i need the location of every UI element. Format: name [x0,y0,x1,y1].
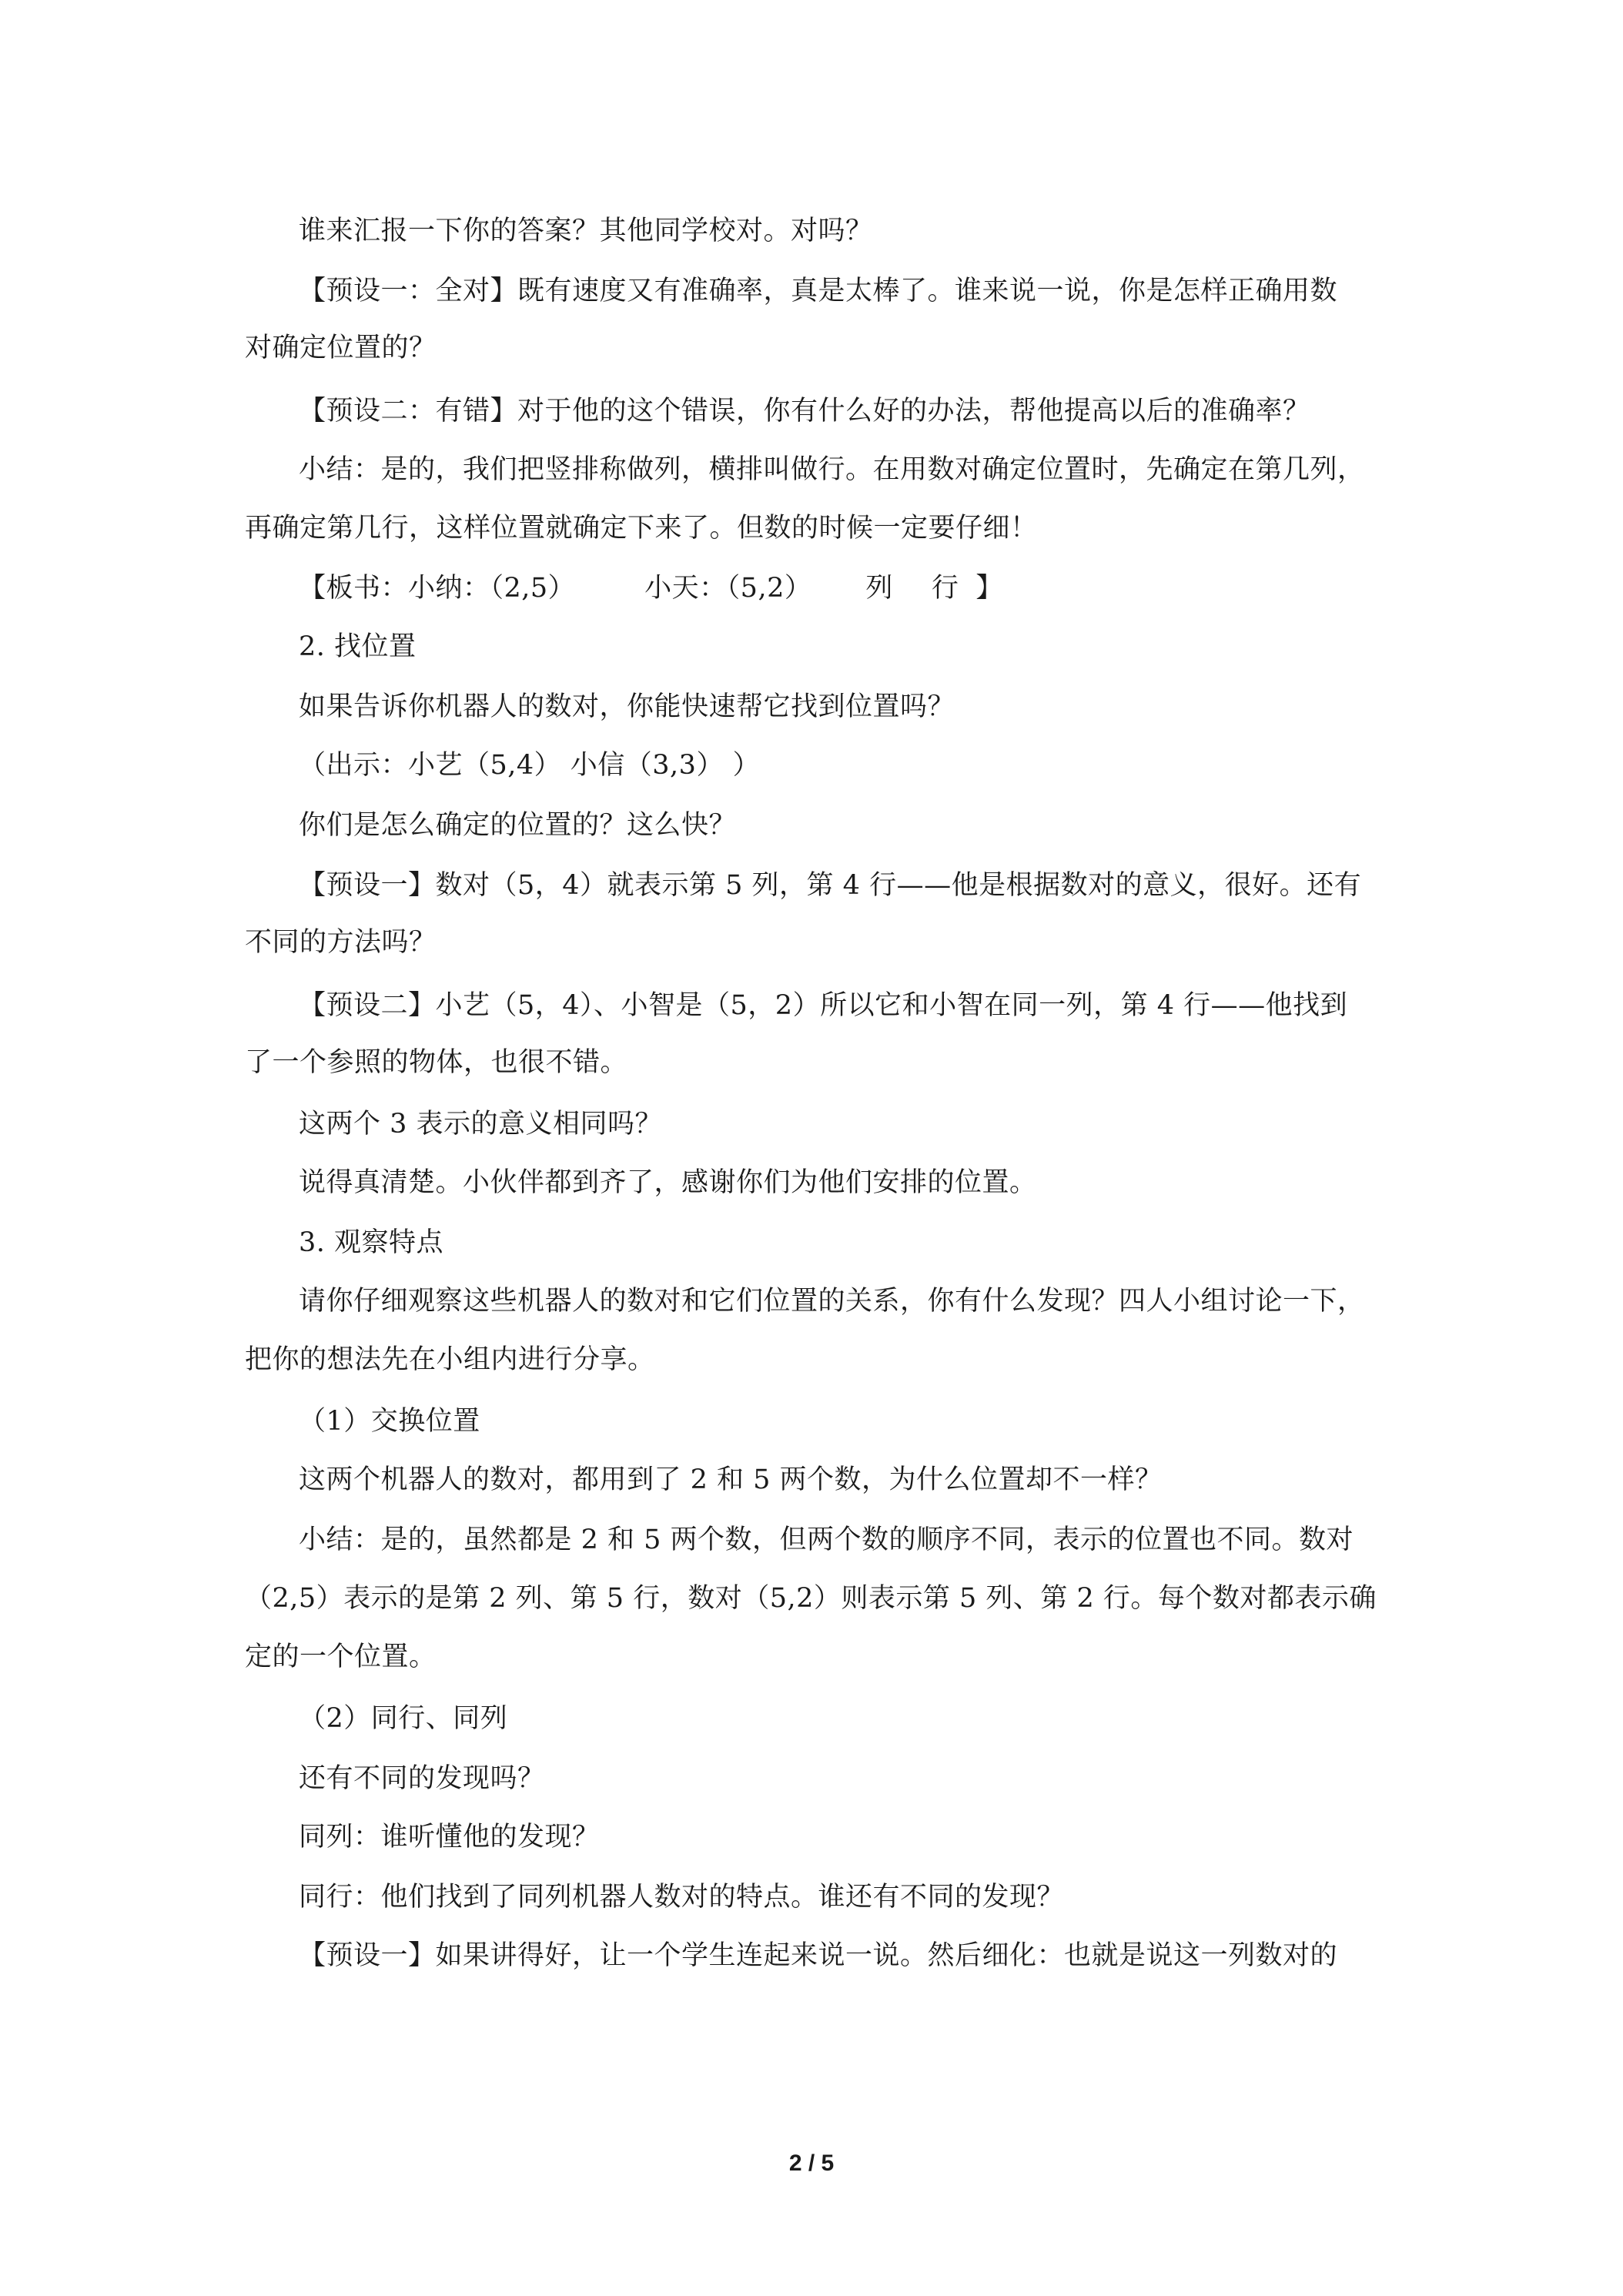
paragraph-line: （出示：小艺（5,4） 小信（3,3） ） [299,750,761,781]
paragraph-line: 如果告诉你机器人的数对，你能快速帮它找到位置吗？ [299,691,955,722]
board-item-column: 列 [865,573,893,604]
page-number: 2 / 5 [788,2150,835,2176]
board-item-row: 行 [931,573,959,604]
subsection-heading: （1）交换位置 [299,1406,480,1437]
paragraph-line: 同行：他们找到了同列机器人数对的特点。谁还有不同的发现？ [299,1882,1065,1913]
subsection-heading: （2）同行、同列 [299,1703,508,1734]
section-heading: 3. 观察特点 [299,1227,444,1258]
paragraph-line: 【预设二】小艺（5，4）、小智是（5，2）所以它和小智在同一列，第 4 行——他找到 [299,990,1348,1021]
paragraph-line: 对确定位置的？ [245,333,437,363]
paragraph-line: 同列：谁听懂他的发现？ [299,1822,600,1853]
paragraph-line: 了一个参照的物体，也很不错。 [245,1047,628,1078]
paragraph-line: 这两个机器人的数对，都用到了 2 和 5 两个数，为什么位置却不一样？ [299,1464,1163,1495]
board-notes [299,571,1003,605]
paragraph-line: 小结：是的，虽然都是 2 和 5 两个数，但两个数的顺序不同，表示的位置也不同。数对 [299,1525,1354,1555]
section-heading: 2. 找位置 [299,631,417,662]
paragraph-line: 还有不同的发现吗？ [299,1763,545,1794]
paragraph-line: 定的一个位置。 [245,1642,437,1672]
paragraph-line: 【预设一】数对（5，4）就表示第 5 列，第 4 行——他是根据数对的意义，很好。还有 [299,870,1362,901]
paragraph-line: 说得真清楚。小伙伴都到齐了，感谢你们为他们安排的位置。 [299,1167,1037,1198]
paragraph-line: 这两个 3 表示的意义相同吗？ [299,1109,663,1140]
paragraph-line: 请你仔细观察这些机器人的数对和它们位置的关系，你有什么发现？四人小组讨论一下， [299,1286,1365,1317]
paragraph-line: 【预设一】如果讲得好，让一个学生连起来说一说。然后细化：也就是说这一列数对的 [299,1940,1338,1971]
board-item-xiaona: 【板书：小纳：（2,5） [299,573,576,604]
paragraph-line: 把你的想法先在小组内进行分享。 [245,1344,655,1375]
paragraph-line: 【预设二：有错】对于他的这个错误，你有什么好的办法，帮他提高以后的准确率？ [299,396,1310,427]
paragraph-line: 【预设一：全对】既有速度又有准确率，真是太棒了。谁来说一说，你是怎样正确用数 [299,276,1338,306]
paragraph-line: 你们是怎么确定的位置的？这么快？ [299,810,737,841]
board-item-xiaotian: 小天：（5,2） [644,573,812,604]
board-close-bracket: 】 [975,573,1003,604]
paragraph-line: 谁来汇报一下你的答案？其他同学校对。对吗？ [299,216,873,246]
paragraph-line: （2,5）表示的是第 2 列、第 5 行，数对（5,2）则表示第 5 列、第 2 行。每个数对都表示确 [245,1583,1377,1614]
paragraph-line: 再确定第几行，这样位置就确定下来了。但数的时候一定要仔细！ [245,513,1038,544]
paragraph-line: 小结：是的，我们把竖排称做列，横排叫做行。在用数对确定位置时，先确定在第几列， [299,454,1365,485]
paragraph-line: 不同的方法吗？ [245,927,437,958]
